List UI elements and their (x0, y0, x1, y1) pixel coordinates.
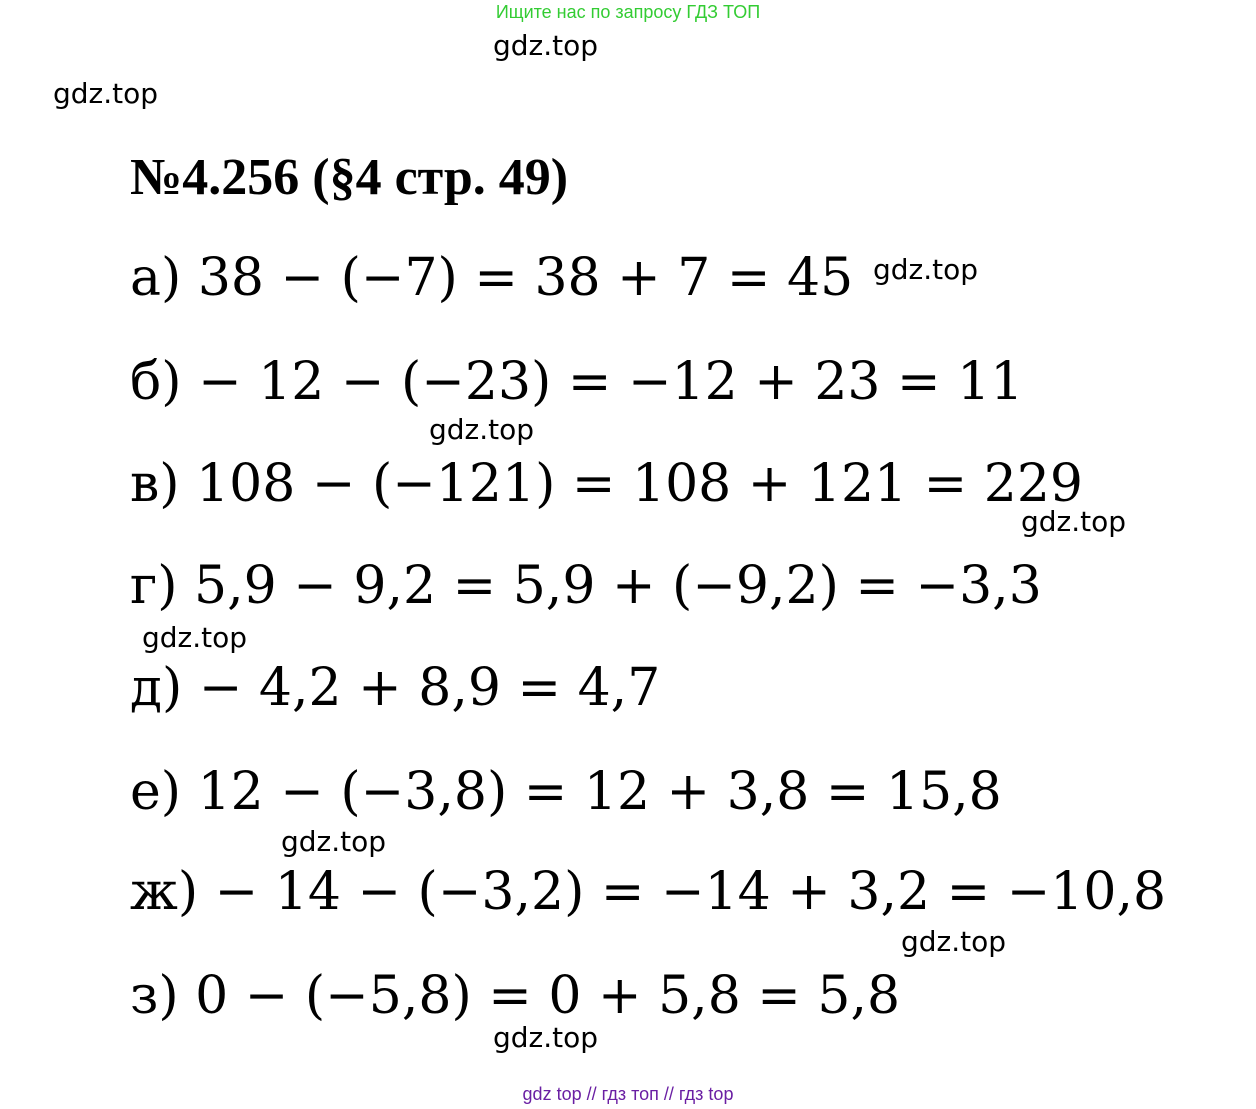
problem-title: №4.256 (§4 стр. 49) (130, 149, 569, 206)
equation-e: е) 12 − (−3,8) = 12 + 3,8 = 15,8 (130, 762, 1002, 822)
watermark: gdz.top (493, 29, 599, 62)
equation-d: д) − 4,2 + 8,9 = 4,7 (130, 658, 661, 718)
equation-v: в) 108 − (−121) = 108 + 121 = 229 (130, 454, 1084, 514)
watermark: gdz.top (901, 925, 1007, 958)
watermark: gdz.top (429, 413, 535, 446)
watermark: gdz.top (53, 77, 159, 110)
equation-g: г) 5,9 − 9,2 = 5,9 + (−9,2) = −3,3 (130, 556, 1042, 616)
equation-b: б) − 12 − (−23) = −12 + 23 = 11 (130, 352, 1024, 412)
equation-zh: ж) − 14 − (−3,2) = −14 + 3,2 = −10,8 (130, 862, 1167, 922)
search-banner: Ищите нас по запросу ГДЗ ТОП (495, 2, 761, 22)
equation-a: а) 38 − (−7) = 38 + 7 = 45 (130, 248, 854, 308)
footer-text: gdz top // гдз топ // гдз top (522, 1084, 734, 1104)
watermark: gdz.top (493, 1021, 599, 1054)
watermark: gdz.top (142, 621, 248, 654)
watermark: gdz.top (873, 253, 979, 286)
watermark: gdz.top (281, 825, 387, 858)
watermark: gdz.top (1021, 505, 1127, 538)
equation-z: з) 0 − (−5,8) = 0 + 5,8 = 5,8 (130, 966, 901, 1026)
